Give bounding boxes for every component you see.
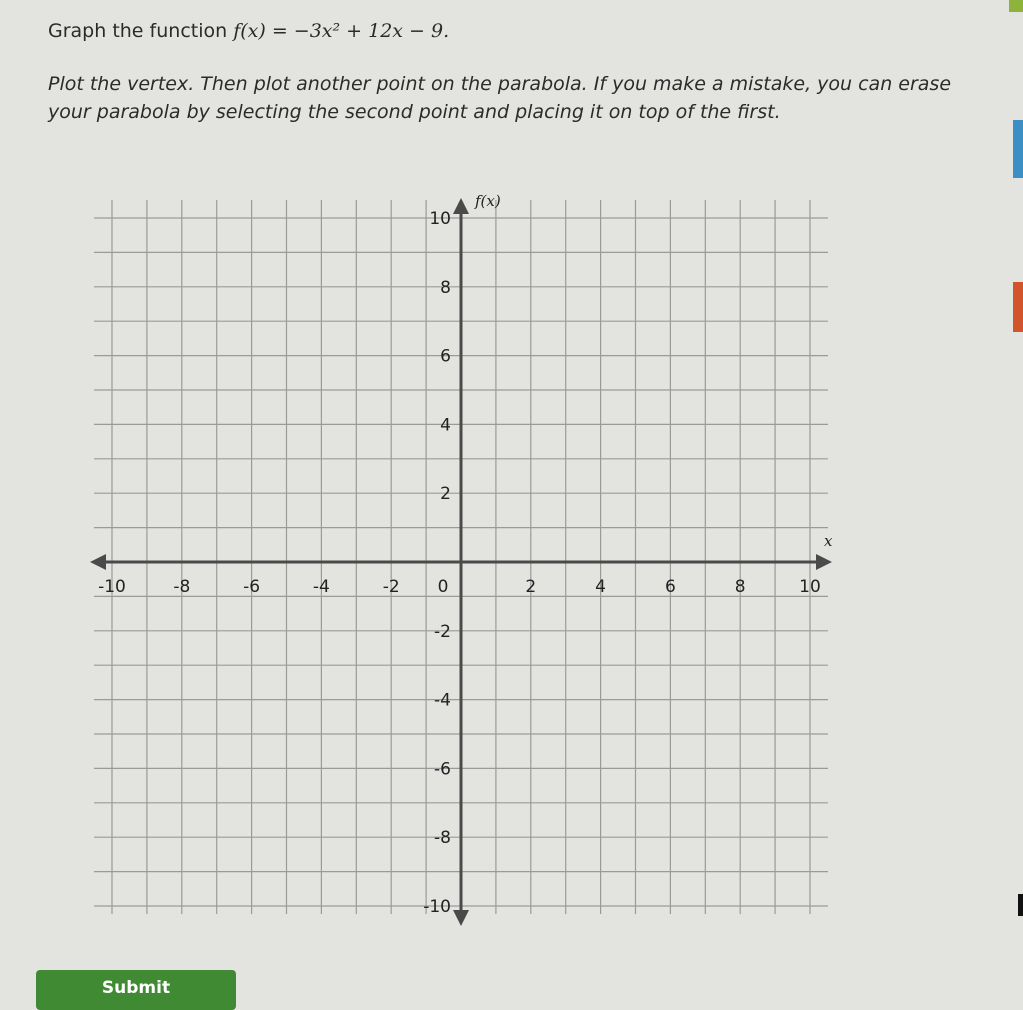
x-tick-label: 0 — [437, 577, 449, 597]
y-tick-label: 4 — [440, 415, 451, 436]
x-tick-label: -6 — [243, 577, 261, 597]
y-axis-up-arrow-icon — [453, 198, 469, 214]
x-axis-right-arrow-icon — [816, 554, 832, 570]
x-tick-label: -2 — [382, 577, 400, 597]
y-axis-label: f(x) — [475, 192, 501, 210]
x-axis-left-arrow-icon — [90, 554, 106, 570]
question-instructions: Plot the vertex. Then plot another point on the parabola. If you make a mistake, you can erase your parabola by selecting the second point and placing it on top of the first. — [48, 73, 952, 123]
x-tick-label: 2 — [525, 577, 537, 597]
x-tick-label: 6 — [664, 577, 676, 597]
prompt-text: Graph the function — [48, 20, 234, 42]
y-tick-label: -4 — [434, 690, 451, 711]
x-tick-label: -10 — [98, 577, 126, 597]
y-tick-label: -8 — [434, 828, 451, 849]
x-tick-label: -8 — [173, 577, 191, 597]
y-tick-label: 8 — [440, 277, 451, 298]
y-tick-label: -2 — [434, 621, 451, 642]
x-tick-label: 4 — [595, 577, 607, 597]
x-axis-label: x — [824, 532, 833, 550]
y-tick-label: -10 — [423, 897, 451, 917]
submit-button[interactable]: Submit — [36, 970, 236, 1010]
axes — [90, 198, 832, 926]
x-tick-labels — [98, 577, 821, 597]
function-expression: f(x) = −3x² + 12x − 9. — [233, 20, 450, 42]
y-tick-label: 10 — [429, 209, 451, 229]
y-tick-label: -6 — [434, 759, 451, 780]
x-tick-label: -4 — [312, 577, 330, 597]
y-tick-label: 6 — [440, 346, 451, 367]
x-tick-label: 8 — [734, 577, 746, 597]
y-tick-label: 2 — [440, 484, 451, 505]
y-axis-down-arrow-icon — [453, 910, 469, 926]
x-tick-label: 10 — [799, 577, 821, 597]
